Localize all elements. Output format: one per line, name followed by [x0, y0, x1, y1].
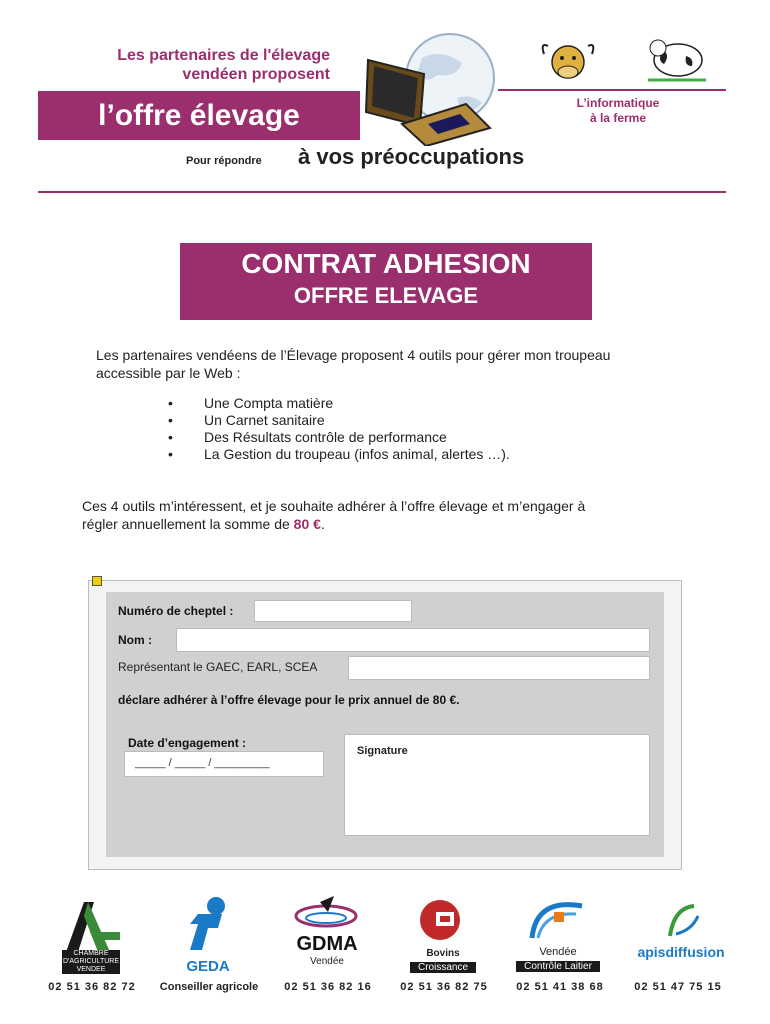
tagline-line1: Les partenaires de l'élevage: [117, 47, 330, 64]
tool-label: Un Carnet sanitaire: [204, 412, 325, 428]
list-item: • Un Carnet sanitaire: [168, 412, 325, 428]
header-divider-right: [498, 89, 726, 91]
page-title: l’offre élevage: [98, 99, 300, 132]
laptop-globe-illustration: [362, 28, 502, 146]
commit-prefix: régler annuellement la somme de: [82, 516, 294, 532]
geda-logo-text: GEDA: [186, 958, 230, 975]
list-item: • Des Résultats contrôle de performance: [168, 429, 447, 445]
declaration-text: déclare adhérer à l’offre élevage pour le prix annuel de 80 €.: [118, 693, 460, 707]
geda-logo: [178, 894, 238, 956]
signature-label: Signature: [357, 745, 408, 757]
bovins-logo-sub: Croissance: [410, 962, 476, 973]
bovins-logo-text: Bovins: [426, 948, 460, 959]
anchor-icon: [92, 576, 102, 586]
header-tagline: [40, 46, 330, 84]
subtitle-small: Pour répondre: [186, 155, 262, 167]
laitier-logo-text: Vendée: [539, 946, 577, 958]
nom-field[interactable]: [176, 628, 650, 652]
contract-subtitle: OFFRE ELEVAGE: [293, 283, 479, 308]
info-line2: à la ferme: [589, 111, 647, 125]
contract-title: CONTRAT ADHESION: [241, 248, 531, 279]
gdma-logo: [290, 894, 360, 934]
informatique-ferme: [548, 96, 688, 126]
apisdiffusion-logo: [662, 900, 702, 942]
signature-field[interactable]: [344, 734, 650, 836]
commitment-paragraph: [82, 497, 682, 533]
chambre-logo-caption: CHAMBRE D'AGRICULTURE VENDEE: [62, 950, 120, 973]
phone-geda: Conseiller agricole: [159, 981, 259, 993]
date-field[interactable]: [124, 751, 324, 777]
bovins-croissance-logo: [410, 898, 474, 946]
tool-label: Une Compta matière: [204, 395, 334, 411]
chambre-agriculture-logo: [60, 896, 124, 956]
phone-apis: 02 51 47 75 15: [634, 981, 722, 993]
commit-suffix: .: [320, 516, 325, 532]
cheptel-label: Numéro de cheptel :: [118, 604, 234, 618]
cow-mascot-icon: [642, 30, 712, 82]
cow-face-icon: [538, 38, 598, 84]
tool-label: La Gestion du troupeau (infos animal, alertes …).: [204, 446, 510, 462]
cheptel-field[interactable]: [254, 600, 412, 622]
controle-laitier-logo: [524, 894, 594, 944]
tool-label: Des Résultats contrôle de performance: [204, 429, 447, 445]
info-line1: L’informatique: [576, 96, 660, 110]
gdma-logo-sub: Vendée: [310, 956, 344, 967]
list-item: • Une Compta matière: [168, 395, 334, 411]
intro-line2: accessible par le Web :: [96, 365, 241, 381]
tagline-line2: vendéen proposent: [182, 66, 330, 83]
apisdiffusion-logo-text: apisdiffusion: [637, 944, 725, 960]
date-placeholder: _____ / _____ / _________: [135, 757, 270, 769]
representant-field[interactable]: [348, 656, 650, 680]
price-amount: 80 €: [293, 516, 321, 532]
header-divider: [38, 191, 726, 193]
subtitle-big: à vos préoccupations: [298, 144, 525, 169]
phone-gdma: 02 51 36 82 16: [284, 981, 372, 993]
gdma-logo-text: GDMA: [296, 933, 358, 955]
commit-line1: Ces 4 outils m’intéressent, et je souhaite adhérer à l’offre élevage et m’engager à: [82, 498, 586, 514]
nom-label: Nom :: [118, 633, 152, 647]
representant-label: Représentant le GAEC, EARL, SCEA: [118, 660, 318, 674]
intro-line1: Les partenaires vendéens de l’Élevage proposent 4 outils pour gérer mon troupeau: [96, 347, 611, 363]
date-label: Date d’engagement :: [128, 736, 247, 750]
phone-laitier: 02 51 41 38 68: [516, 981, 604, 993]
commit-line2: [82, 515, 682, 533]
phone-chambre: 02 51 36 82 72: [48, 981, 136, 993]
list-item: • La Gestion du troupeau (infos animal, alertes …).: [168, 446, 510, 462]
intro-paragraph: [96, 346, 696, 382]
laitier-logo-sub: Contrôle Laitier: [516, 961, 600, 972]
tools-list: [168, 395, 510, 463]
phone-bovins: 02 51 36 82 75: [400, 981, 488, 993]
